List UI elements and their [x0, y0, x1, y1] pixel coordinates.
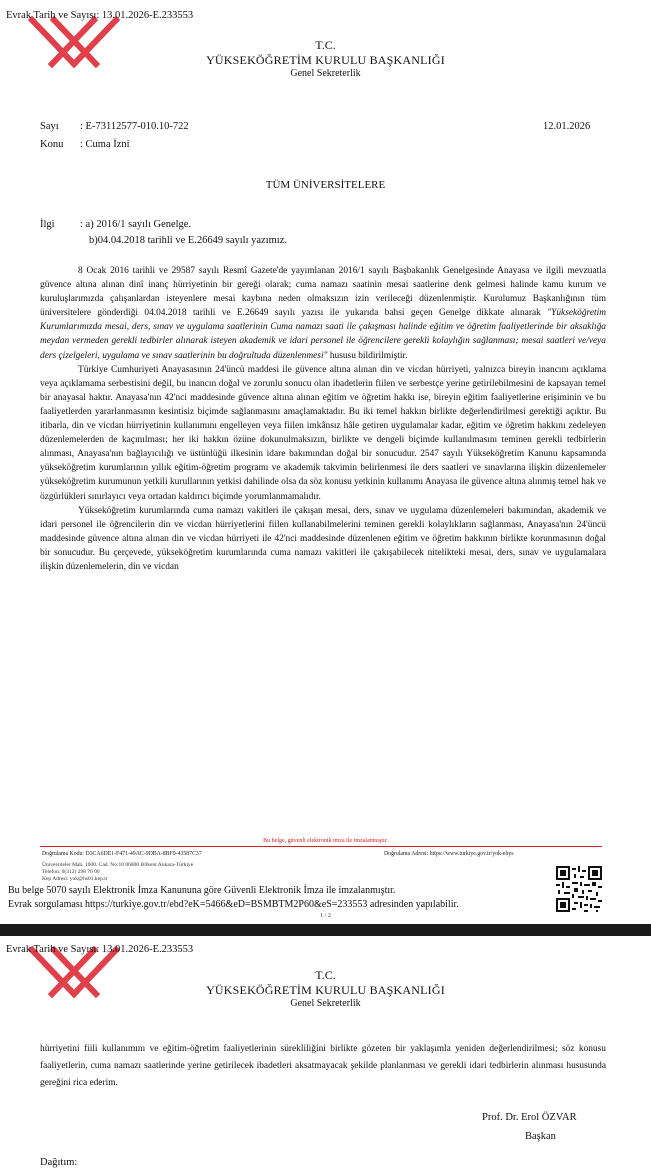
page-number: 1 / 2 [320, 913, 331, 919]
signer-title: Başkan [525, 1131, 556, 1142]
paragraph-1-quote: "Yükseköğretim Kurumlarımızda mesai, ders, sınav ve uygulama saatlerinin Cuma namazı saati ile çakışması halinde eğitim ve öğretim faaliyetlerinde bir aksaklığa meydan vermeden gerekli tedbirler alınarak isteyen akademik ve idari personel ile öğrencilere gerekli kolaylığın sağlanması; mesai saatleri ve/veya ders çizelgeleri, uygulama ve sınav saatlerinin bu doğrultuda düzenlenmesi" [40, 308, 606, 361]
distribution-label: Dağıtım: [40, 1157, 78, 1168]
footer-verification-url[interactable]: Doğrulama Adresi: https://www.turkiye.gov.tr/yok-ebys [384, 851, 514, 857]
document-stamp: Evrak Tarih ve Sayısı: 13.01.2026-E.233553 [6, 10, 194, 21]
footer-esign-note: Bu belge, güvenli elektronik imza ile imzalanmıştır. [263, 838, 388, 844]
konu-value: : Cuma İzni [80, 139, 130, 150]
footer-kep: Kep Adresi: yok@hs01.kep.tr [42, 876, 108, 882]
letterhead-country: T.C. [315, 38, 336, 52]
paragraph-continued: hürriyetini fiili kullanımını ve eğitim-öğretim faaliyetlerinin sürekliliğini birlikte gözeten bir yaklaşımla yeniden değerlendirilmesi; söz konusu faaliyetlerin, cuma namazı saatlerinde yerine getirilecek ibadetleri aksatmayacak şekilde planlanması ve gerekli idari tedbirlerin alınması hususunda gereğini rica ederim. [40, 1044, 606, 1088]
esign-law-note: Bu belge 5070 sayılı Elektronik İmza Kanununa göre Güvenli Elektronik İmza ile imzalanmıştır. [8, 885, 396, 896]
paragraph-1-end: hususu bildirilmiştir. [327, 350, 408, 361]
paragraph-2: Türkiye Cumhuriyeti Anayasasının 24'üncü maddesi ile güvence altına alınan din ve vicdan hürriyeti, yalnızca bireyin inancını açıklama veya açıklamama serbestisini değil, bu inancın doğal ve zorunlu sonucu olan ibadetlerin fiilen ve serbestçe yerine getirilebilmesini de kapsayan temel bir anayasal haktır. Anayasa'nın 42'nci maddesinde güvence altına alınan eğitim ve öğretim hakkı ise, bireyin eğitim faaliyetlerine erişiminin ve bu faaliyetlerden yararlanmasının kesintisiz biçimde sağlanmasını amaçlamaktadır. Bu iki temel hakkın birlikte değerlendirilmesi gerektiği açıktır. Bu itibarla, din ve vicdan hürriyetinin kullanımını engelleyen veya fiilen imkânsız hâle getiren uygulamalar kadar, eğitim ve öğretim hakkını zedeleyen düzenlemelerden de kaçınılması; her iki hakkın özüne dokunulmaksızın, birlikte ve dengeli biçimde kullanılmasını teminen gerekli tedbirlerin alınması, Anayasa'nın bağlayıcılığı ve üstünlüğü ilkesinin idare bakımından doğal bir sonucudur. 2547 sayılı Yükseköğretim Kanunu kapsamında yükseköğretim kurumlarının yıllık eğitim-öğretim programı ve akademik takvimin belirlenmesi ile ders saatleri ve sınavlarına ilişkin düzenlemeler yükseköğretim kurumunun yetkili kurullarının yetkisi dahilinde olsa da söz konusu yetkinin kullanımı Anayasa ile güvence altına alınmış temel hak ve özgürlükleri sınırlayıcı veya ortadan kaldırıcı biçimde yorumlanmamalıdır. [40, 364, 606, 502]
sayi-label: Sayı [40, 121, 59, 132]
footer-address [42, 862, 193, 883]
sayi-value: : E-73112577-010.10-722 [80, 121, 189, 132]
ilgi-label: İlgi [40, 219, 55, 230]
footer-address-line: Üniversiteler Mah. 1600. Cad. No:10 06800 Bilkent Ankara-Türkiye [42, 862, 194, 868]
footer-phone: Telefon: 0(312) 298 70 00 [42, 869, 100, 875]
yok-logo-icon [24, 14, 124, 70]
letterhead-institution: YÜKSEKÖĞRETİM KURULU BAŞKANLIĞI [206, 983, 445, 997]
paragraph-3: Yükseköğretim kurumlarında cuma namazı vakitleri ile çakışan mesai, ders, sınav ve uygulama düzenlemeleri bakımından, akademik ve idari personel ile öğrencilerin din ve vicdan hürriyetlerini fiilen kullanabilmelerini teminen gerekli kolaylıkların sağlanması, Anayasa'nın 24'üncü maddesinde güvence altına alınan din ve vicdan hürriyeti ile 42'nci maddesinde düzenlenen eğitim ve öğretim hakkının birlikte korunmasının doğal bir sonucudur. Bu çerçevede, yükseköğretim kurumlarında cuma namazı vakitleri ile çakışabilecek nitelikteki mesai, ders, sınav ve uygulamalara ilişkin düzenlemelerin, din ve vicdan [40, 505, 606, 572]
document-query-note[interactable]: Evrak sorgulaması https://turkiye.gov.tr/ebd?eK=5466&eD=BSMBTM2P60&eS=233553 adresinden yapılabilir. [8, 899, 459, 910]
document-stamp: Evrak Tarih ve Sayısı: 13.01.2026-E.233553 [6, 944, 194, 955]
letterhead-institution: YÜKSEKÖĞRETİM KURULU BAŞKANLIĞI [206, 53, 445, 67]
ilgi-a: : a) 2016/1 sayılı Genelge. [80, 219, 192, 230]
letterhead-department: Genel Sekreterlik [290, 68, 361, 79]
paragraph-1 [40, 264, 606, 363]
letterhead-country: T.C. [315, 968, 336, 982]
page-separator [0, 924, 651, 936]
letter-body [40, 264, 606, 574]
qr-code-icon [556, 866, 602, 912]
recipient-heading: TÜM ÜNİVERSİTELERE [265, 179, 386, 191]
document-date: 12.01.2026 [543, 121, 591, 132]
letter-body-continued [40, 1041, 606, 1092]
footer-verification-code: Doğrulama Kodu: D3CA6DE1-F471-49AC-9DBA-8BF9-43587C37 [42, 851, 202, 857]
konu-label: Konu [40, 139, 64, 150]
signer-name: Prof. Dr. Erol ÖZVAR [482, 1112, 577, 1123]
ilgi-b: b)04.04.2018 tarihli ve E.26649 sayılı yazımız. [89, 235, 288, 246]
paragraph-1-text: 8 Ocak 2016 tarihli ve 29587 sayılı Resmî Gazete'de yayımlanan 2016/1 sayılı Başbakanlık Genelgesinde Anayasa ve ilgili mevzuatla güvence altına alınan dinî inanç hürriyetinin bir gereği olarak; cuma namazı saatinin mesai saatlerine denk gelmesi halinde kamu kurum ve kuruluşlarımızda çalışanlardan isteyenlere mesai kaybına neden olmaksızın izin verileceği düzenlenmiştir. Kurulumuz Başkanlığının tüm üniversitelere gönderdiği 04.04.2018 tarihli ve E.26649 sayılı yazısı ile yukarıda bahsi geçen Genelge dikkate alınarak [40, 266, 606, 319]
letterhead-department: Genel Sekreterlik [290, 998, 361, 1009]
footer-divider [40, 846, 602, 847]
